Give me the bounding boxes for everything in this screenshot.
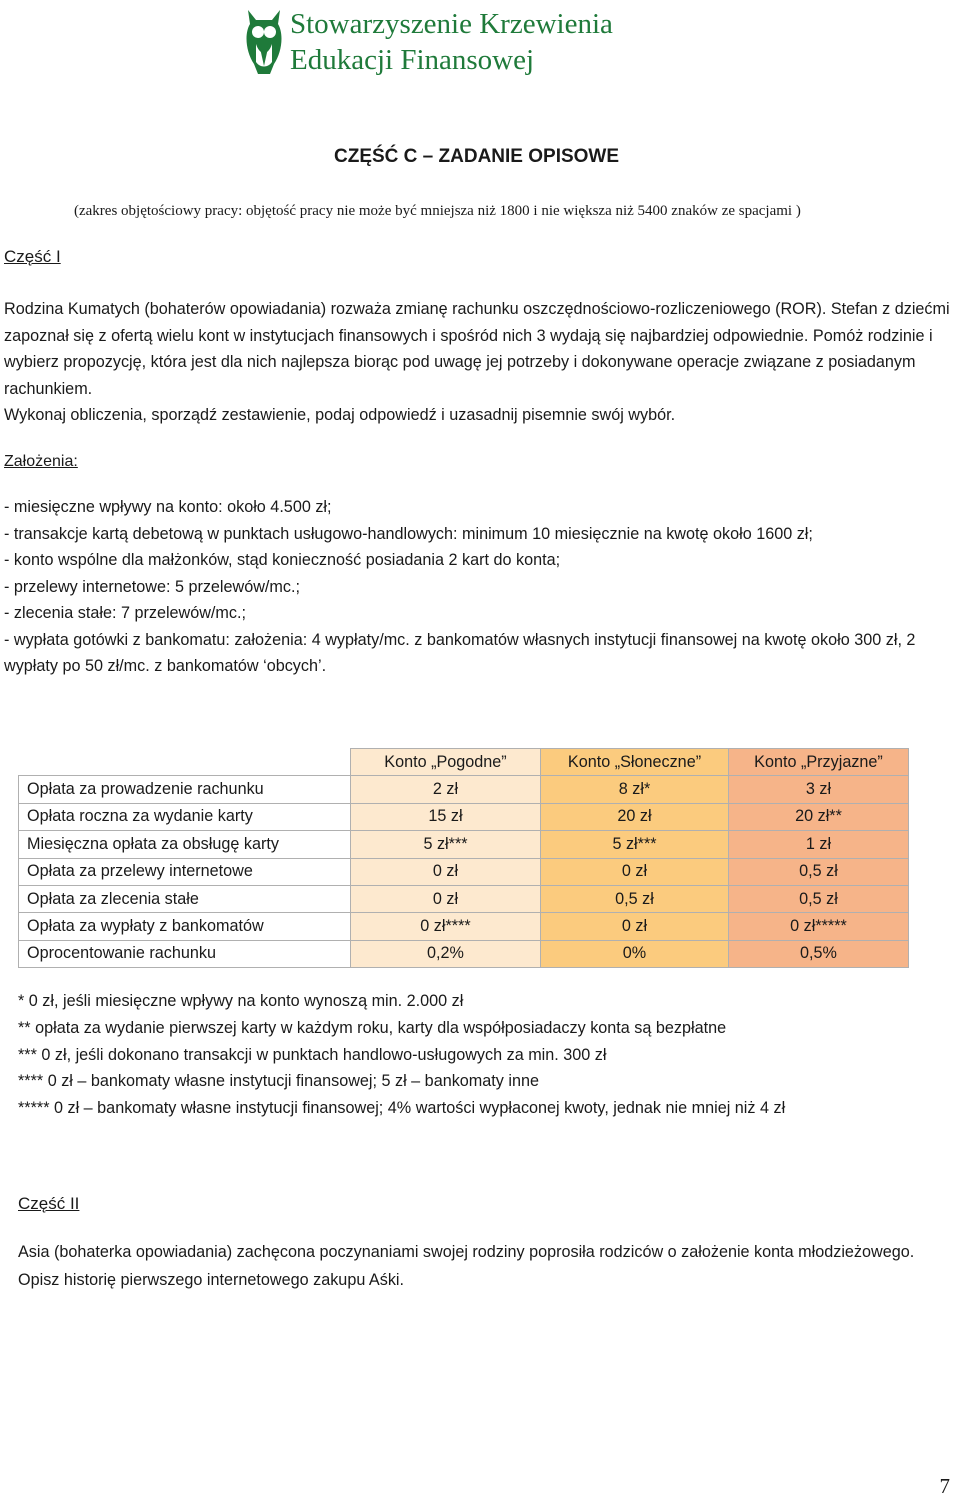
footnote: *** 0 zł, jeśli dokonano transakcji w punktach handlowo-usługowych za min. 300 zł bbox=[18, 1045, 607, 1064]
table-row bbox=[19, 885, 909, 912]
row-label: Oprocentowanie rachunku bbox=[19, 940, 351, 967]
list-item: - wypłata gotówki z bankomatu: założenia: 4 wypłaty/mc. z bankomatów własnych instytucji finansowej na kwotę około 300 zł, 2 wypłaty po 50 zł/mc. z bankomatów ‘obcych’. bbox=[4, 630, 916, 675]
footnote: * 0 zł, jeśli miesięczne wpływy na konto wynoszą min. 2.000 zł bbox=[18, 992, 464, 1010]
table-corner-cell bbox=[19, 749, 351, 776]
list-item: - konto wspólne dla małżonków, stąd konieczność posiadania 2 kart do konta; bbox=[4, 551, 561, 569]
table-cell: 8 zł* bbox=[541, 776, 729, 803]
table-cell: 0,2% bbox=[351, 940, 541, 967]
account-fees-table bbox=[18, 748, 909, 968]
table-header-row bbox=[19, 749, 909, 776]
table-cell: 0,5 zł bbox=[729, 885, 909, 912]
table-cell: 0 zł***** bbox=[729, 913, 909, 940]
column-header-przyjazne: Konto „Przyjazne” bbox=[729, 749, 909, 776]
table-cell: 0 zł bbox=[351, 858, 541, 885]
table-cell: 0 zł bbox=[351, 885, 541, 912]
page-subtitle: (zakres objętościowy pracy: objętość pracy nie może być mniejsza niż 1800 i nie większa niż 5400 znaków ze spacjami ) bbox=[74, 203, 801, 219]
part1-heading: Część I bbox=[4, 247, 61, 266]
part1-instruction: Wykonaj obliczenia, sporządź zestawienie, podaj odpowiedź i uzasadnij pisemnie swój wybór. bbox=[4, 406, 676, 424]
table-cell: 0 zł bbox=[541, 913, 729, 940]
table-row bbox=[19, 940, 909, 967]
list-item: - przelewy internetowe: 5 przelewów/mc.; bbox=[4, 577, 300, 596]
page-number: 7 bbox=[939, 1474, 950, 1498]
row-label: Opłata za wypłaty z bankomatów bbox=[19, 913, 351, 940]
table-cell: 0,5 zł bbox=[729, 858, 909, 885]
assumptions-list bbox=[4, 494, 954, 680]
table-cell: 0,5% bbox=[729, 940, 909, 967]
row-label: Opłata roczna za wydanie karty bbox=[19, 803, 351, 830]
table-cell: 5 zł*** bbox=[541, 831, 729, 858]
org-logo bbox=[244, 6, 684, 82]
table-cell: 20 zł** bbox=[729, 803, 909, 830]
list-item: - transakcje kartą debetową w punktach usługowo-handlowych: minimum 10 miesięcznie na kwotę około 1600 zł; bbox=[4, 524, 813, 543]
part1-text bbox=[4, 296, 954, 429]
row-label: Opłata za zlecenia stałe bbox=[19, 885, 351, 912]
row-label: Opłata za przelewy internetowe bbox=[19, 858, 351, 885]
footnote: ** opłata za wydanie pierwszej karty w każdym roku, karty dla współposiadaczy konta są bezpłatne bbox=[18, 1018, 727, 1037]
table-cell: 0 zł**** bbox=[351, 913, 541, 940]
row-label: Miesięczna opłata za obsługę karty bbox=[19, 831, 351, 858]
table-cell: 0 zł bbox=[541, 858, 729, 885]
part1-intro: Rodzina Kumatych (bohaterów opowiadania) rozważa zmianę rachunku oszczędnościowo-rozliczeniowego (ROR). Stefan z dziećmi zapoznał się z ofertą wielu kont w instytucjach finansowych i spośród nich 3 wydają się najbardziej odpowiednie. Pomóż rodzinie i wybierz propozycję, która jest dla nich najlepsza biorąc pod uwagę jej potrzeby i dokonywane operacje związane z posiadanym rachunkiem. bbox=[4, 300, 950, 398]
org-name-line1: Stowarzyszenie Krzewienia bbox=[290, 8, 613, 40]
table-cell: 0% bbox=[541, 940, 729, 967]
table-cell: 1 zł bbox=[729, 831, 909, 858]
table-cell: 0,5 zł bbox=[541, 885, 729, 912]
owl-logo-icon bbox=[244, 8, 284, 76]
table-cell: 2 zł bbox=[351, 776, 541, 803]
list-item: - miesięczne wpływy na konto: około 4.500 zł; bbox=[4, 498, 332, 516]
part2-text: Asia (bohaterka opowiadania) zachęcona poczynaniami swojej rodziny poprosiła rodziców o założenie konta młodzieżowego. Opisz historię pierwszego internetowego zakupu Aśki. bbox=[18, 1243, 915, 1289]
table-row bbox=[19, 858, 909, 885]
list-item: - zlecenia stałe: 7 przelewów/mc.; bbox=[4, 604, 247, 622]
part2-heading: Część II bbox=[18, 1194, 80, 1213]
row-label: Opłata za prowadzenie rachunku bbox=[19, 776, 351, 803]
table-row bbox=[19, 803, 909, 830]
footnote: ***** 0 zł – bankomaty własne instytucji finansowej; 4% wartości wypłaconej kwoty, jednak nie mniej niż 4 zł bbox=[18, 1099, 786, 1118]
table-row bbox=[19, 831, 909, 858]
org-name-line2: Edukacji Finansowej bbox=[290, 44, 535, 76]
table-cell: 15 zł bbox=[351, 803, 541, 830]
table-cell: 20 zł bbox=[541, 803, 729, 830]
column-header-sloneczne: Konto „Słoneczne” bbox=[541, 749, 729, 776]
table-row bbox=[19, 913, 909, 940]
assumptions-heading: Założenia: bbox=[4, 453, 78, 470]
table-row bbox=[19, 776, 909, 803]
column-header-pogodne: Konto „Pogodne” bbox=[351, 749, 541, 776]
table-cell: 3 zł bbox=[729, 776, 909, 803]
footnote: **** 0 zł – bankomaty własne instytucji finansowej; 5 zł – bankomaty inne bbox=[18, 1072, 539, 1091]
table-cell: 5 zł*** bbox=[351, 831, 541, 858]
page-title: CZĘŚĆ C – ZADANIE OPISOWE bbox=[334, 146, 620, 167]
footnotes bbox=[18, 988, 938, 1122]
